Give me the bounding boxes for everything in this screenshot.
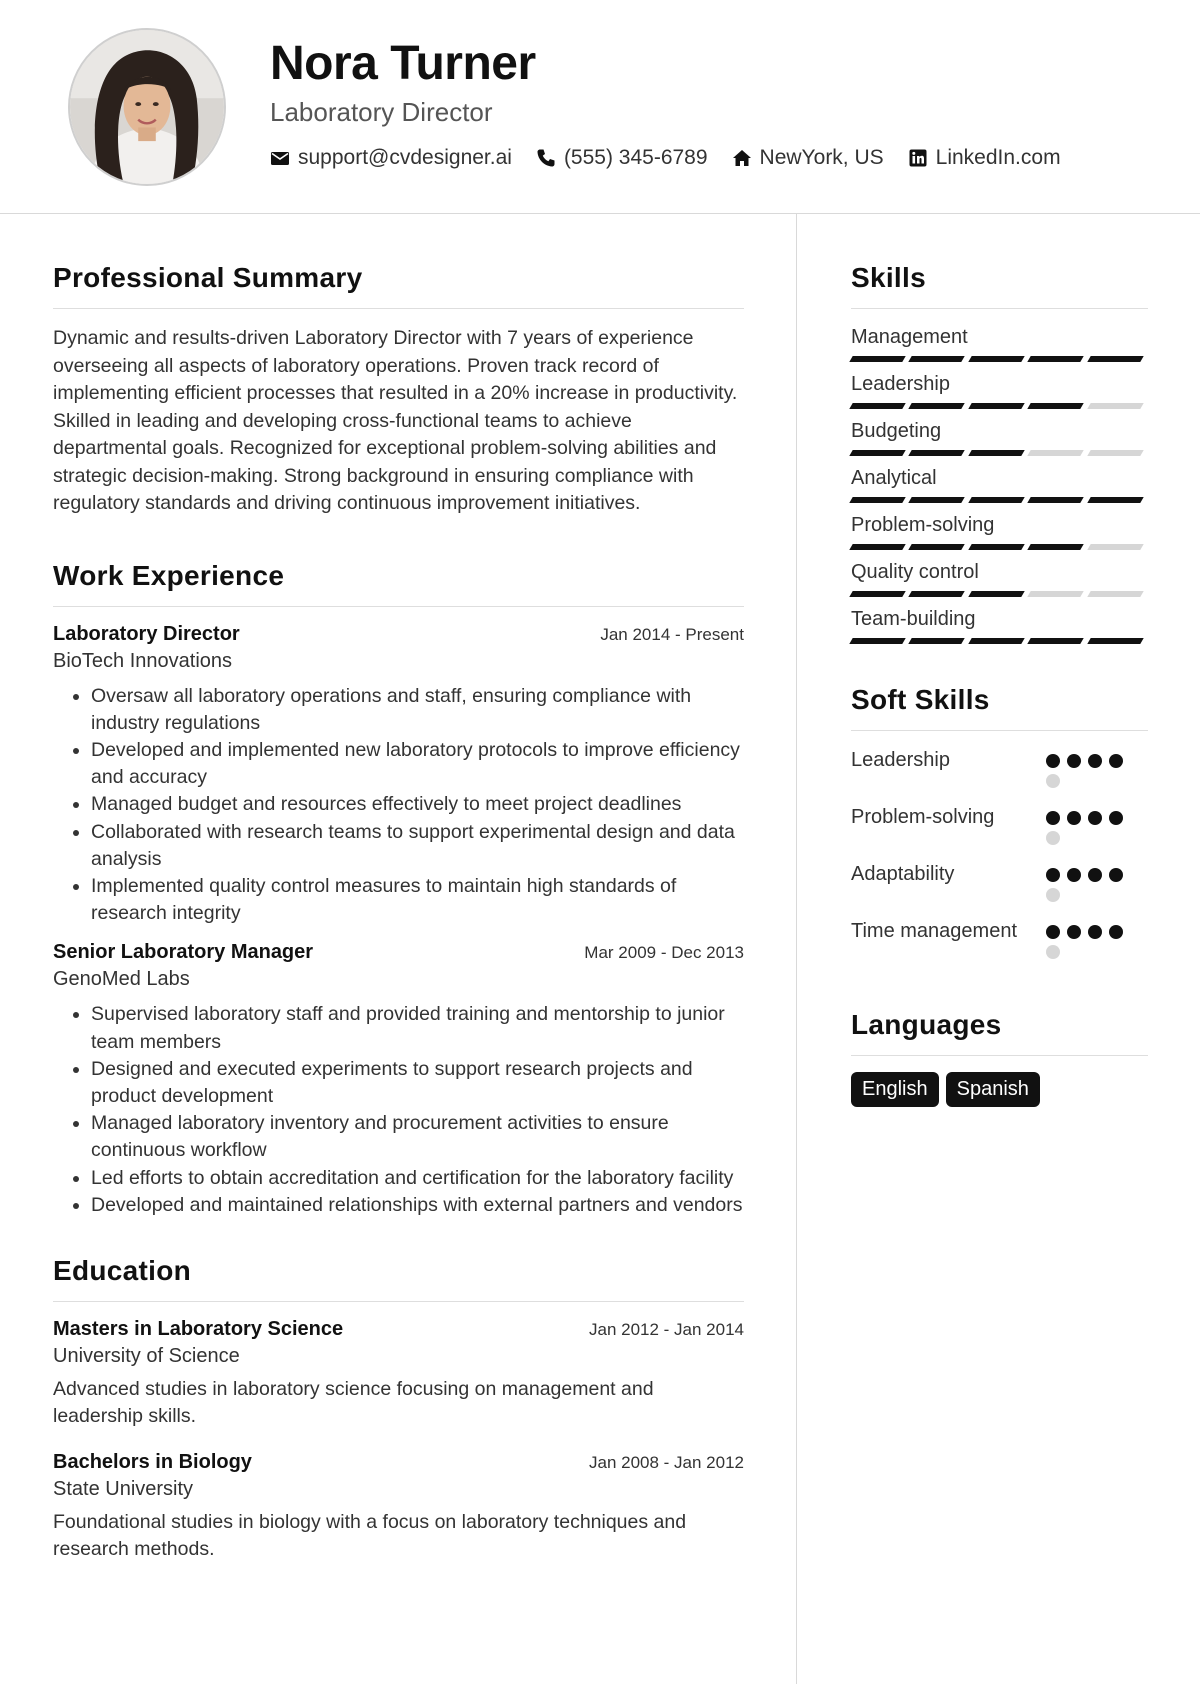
work-heading: Work Experience xyxy=(53,560,744,607)
languages-heading: Languages xyxy=(851,1009,1148,1056)
work-section xyxy=(53,560,744,1219)
skill-level-segment xyxy=(1087,544,1144,550)
skill-level-segment xyxy=(849,403,906,409)
job-entry xyxy=(53,623,744,928)
skill-level-segment xyxy=(968,356,1025,362)
skill-level-segment xyxy=(1027,638,1084,644)
education-section xyxy=(53,1255,744,1564)
home-icon xyxy=(732,148,752,168)
skill-level-segment xyxy=(1027,403,1084,409)
skill-item xyxy=(851,372,1148,409)
skill-level-segment xyxy=(1087,591,1144,597)
skill-level-segment xyxy=(909,591,966,597)
contact-linkedin-text: LinkedIn.com xyxy=(935,146,1061,169)
job-bullet: • Oversaw all laboratory operations and staff, ensuring compliance with industry regulations xyxy=(91,683,744,737)
soft-skill-name: Adaptability xyxy=(851,863,955,885)
soft-skill-level-dot xyxy=(1088,868,1102,882)
soft-skill-level-meter xyxy=(1046,747,1136,794)
job-company: GenoMed Labs xyxy=(53,968,190,991)
candidate-title: Laboratory Director xyxy=(270,97,493,127)
resume-header xyxy=(0,0,1200,214)
summary-heading: Professional Summary xyxy=(53,262,744,309)
language-tag: English xyxy=(851,1072,939,1107)
skill-level-segment xyxy=(1027,356,1084,362)
skill-name: Problem-solving xyxy=(851,514,995,536)
education-description: Advanced studies in laboratory science focusing on management and leadership skills. xyxy=(53,1377,654,1428)
soft-skill-level-meter xyxy=(1046,918,1136,965)
skill-level-segment xyxy=(909,356,966,362)
job-bullets xyxy=(53,683,744,928)
soft-skill-level-dot xyxy=(1067,925,1081,939)
skill-level-segment xyxy=(968,591,1025,597)
soft-skill-item xyxy=(851,918,1148,965)
candidate-name: Nora Turner xyxy=(270,37,536,90)
skill-level-segment xyxy=(1027,497,1084,503)
soft-skill-level-dot xyxy=(1109,868,1123,882)
summary-text: Dynamic and results-driven Laboratory Director with 7 years of experience overseeing all aspects of laboratory operations. Proven track record of implementing efficient processes that resulted in a 20% increase in productivity. Skilled in leading and developing cross-functional teams to achieve departmental goals. Recognized for exceptional problem-solving abilities and strategic decision-making. Strong background in ensuring compliance with regulatory standards and driving continuous improvement initiatives. xyxy=(53,327,738,514)
skill-level-segment xyxy=(849,450,906,456)
skill-level-segment xyxy=(909,544,966,550)
skill-level-segment xyxy=(968,497,1025,503)
soft-skill-item xyxy=(851,861,1148,908)
job-date: Jan 2014 - Present xyxy=(600,624,744,644)
job-bullet: • Managed laboratory inventory and procurement activities to ensure continuous workflow xyxy=(91,1110,744,1164)
degree-title: Bachelors in Biology xyxy=(53,1450,252,1473)
skill-name: Budgeting xyxy=(851,420,942,442)
soft-skill-level-dot xyxy=(1046,868,1060,882)
skill-level-meter xyxy=(851,544,1148,550)
job-bullet: • Supervised laboratory staff and provided training and mentorship to junior team members xyxy=(91,1001,744,1055)
skill-level-segment xyxy=(849,544,906,550)
soft-skill-level-dot xyxy=(1088,811,1102,825)
soft-skill-level-dot xyxy=(1046,754,1060,768)
skill-level-segment xyxy=(849,497,906,503)
summary-section xyxy=(53,262,744,518)
skill-level-segment xyxy=(1027,591,1084,597)
column-divider xyxy=(796,214,797,1684)
soft-skills-heading: Soft Skills xyxy=(851,684,1148,731)
skill-name: Analytical xyxy=(851,467,937,489)
profile-photo xyxy=(68,28,226,186)
skill-level-segment xyxy=(1087,497,1144,503)
skills-section xyxy=(851,262,1148,644)
skill-level-meter xyxy=(851,450,1148,456)
soft-skill-name: Problem-solving xyxy=(851,806,995,828)
skills-list xyxy=(851,325,1148,644)
skill-level-meter xyxy=(851,497,1148,503)
skill-level-meter xyxy=(851,638,1148,644)
skill-name: Management xyxy=(851,326,968,348)
skill-level-segment xyxy=(849,356,906,362)
soft-skill-item xyxy=(851,804,1148,851)
skill-item xyxy=(851,466,1148,503)
soft-skill-level-dot xyxy=(1088,925,1102,939)
soft-skill-level-dot xyxy=(1046,888,1060,902)
skill-level-segment xyxy=(968,450,1025,456)
soft-skills-section xyxy=(851,684,1148,965)
job-date: Mar 2009 - Dec 2013 xyxy=(584,943,744,963)
soft-skill-level-dot xyxy=(1046,811,1060,825)
job-bullet: • Managed budget and resources effectively to meet project deadlines xyxy=(91,791,744,818)
phone-icon xyxy=(536,148,556,168)
job-title: Laboratory Director xyxy=(53,622,240,645)
language-tag: Spanish xyxy=(946,1072,1040,1107)
skill-level-segment xyxy=(909,403,966,409)
education-entry xyxy=(53,1318,744,1431)
contact-location xyxy=(732,146,884,170)
job-title: Senior Laboratory Manager xyxy=(53,941,314,964)
education-date: Jan 2012 - Jan 2014 xyxy=(588,1319,744,1339)
job-bullet: • Developed and implemented new laboratory protocols to improve efficiency and accuracy xyxy=(91,737,744,791)
skill-item xyxy=(851,560,1148,597)
soft-skill-level-meter xyxy=(1046,861,1136,908)
soft-skill-level-meter xyxy=(1046,804,1136,851)
soft-skill-level-dot xyxy=(1067,754,1081,768)
languages-list xyxy=(851,1072,1148,1107)
soft-skill-level-dot xyxy=(1109,925,1123,939)
soft-skill-level-dot xyxy=(1067,868,1081,882)
contact-email-text: support@cvdesigner.ai xyxy=(298,146,512,169)
profile-photo-illustration xyxy=(70,30,224,184)
skill-item xyxy=(851,419,1148,456)
job-entry xyxy=(53,941,744,1219)
job-bullets xyxy=(53,1001,744,1219)
skill-level-segment xyxy=(1087,450,1144,456)
skill-level-segment xyxy=(1027,450,1084,456)
job-company: BioTech Innovations xyxy=(53,649,233,672)
skills-heading: Skills xyxy=(851,262,1148,309)
job-bullet: • Designed and executed experiments to support research projects and product development xyxy=(91,1056,744,1110)
education-heading: Education xyxy=(53,1255,744,1302)
sidebar-column xyxy=(851,262,1148,1147)
education-entry xyxy=(53,1451,744,1564)
skill-level-segment xyxy=(1087,356,1144,362)
soft-skills-list xyxy=(851,747,1148,965)
skill-level-segment xyxy=(1087,403,1144,409)
school-name: University of Science xyxy=(53,1344,240,1367)
skill-name: Leadership xyxy=(851,373,950,395)
soft-skill-level-dot xyxy=(1046,831,1060,845)
skill-item xyxy=(851,325,1148,362)
skill-level-segment xyxy=(849,638,906,644)
skill-level-segment xyxy=(1027,544,1084,550)
job-bullet: • Developed and maintained relationships with external partners and vendors xyxy=(91,1192,744,1219)
linkedin-icon xyxy=(908,148,928,168)
skill-name: Quality control xyxy=(851,561,979,583)
education-date: Jan 2008 - Jan 2012 xyxy=(588,1452,744,1472)
soft-skill-name: Time management xyxy=(851,920,1017,942)
soft-skill-level-dot xyxy=(1046,945,1060,959)
school-name: State University xyxy=(53,1477,194,1500)
contact-email[interactable] xyxy=(270,146,512,170)
skill-level-meter xyxy=(851,591,1148,597)
contact-phone[interactable] xyxy=(536,146,708,170)
job-bullet: • Implemented quality control measures to maintain high standards of research integrity xyxy=(91,873,744,927)
envelope-icon xyxy=(270,148,290,168)
skill-level-segment xyxy=(909,638,966,644)
skill-level-segment xyxy=(849,591,906,597)
soft-skill-level-dot xyxy=(1109,811,1123,825)
skill-level-meter xyxy=(851,356,1148,362)
contact-phone-text: (555) 345-6789 xyxy=(563,146,708,169)
languages-section xyxy=(851,1009,1148,1107)
skill-level-segment xyxy=(968,638,1025,644)
main-column xyxy=(53,262,744,1604)
skill-level-segment xyxy=(1087,638,1144,644)
soft-skill-level-dot xyxy=(1088,754,1102,768)
skill-level-segment xyxy=(968,403,1025,409)
skill-level-segment xyxy=(968,544,1025,550)
soft-skill-level-dot xyxy=(1046,925,1060,939)
contact-bar xyxy=(270,146,1085,170)
soft-skill-name: Leadership xyxy=(851,749,950,771)
skill-item xyxy=(851,607,1148,644)
skill-level-segment xyxy=(909,497,966,503)
job-bullet: • Collaborated with research teams to support experimental design and data analysis xyxy=(91,819,744,873)
skill-level-meter xyxy=(851,403,1148,409)
soft-skill-level-dot xyxy=(1109,754,1123,768)
education-description: Foundational studies in biology with a focus on laboratory techniques and research methods. xyxy=(53,1510,687,1561)
soft-skill-level-dot xyxy=(1046,774,1060,788)
job-bullet: • Led efforts to obtain accreditation and certification for the laboratory facility xyxy=(91,1165,744,1192)
skill-item xyxy=(851,513,1148,550)
contact-location-text: NewYork, US xyxy=(759,146,884,169)
skill-name: Team-building xyxy=(851,608,976,630)
skill-level-segment xyxy=(909,450,966,456)
contact-linkedin[interactable] xyxy=(908,146,1061,170)
soft-skill-level-dot xyxy=(1067,811,1081,825)
soft-skill-item xyxy=(851,747,1148,794)
degree-title: Masters in Laboratory Science xyxy=(53,1317,344,1340)
